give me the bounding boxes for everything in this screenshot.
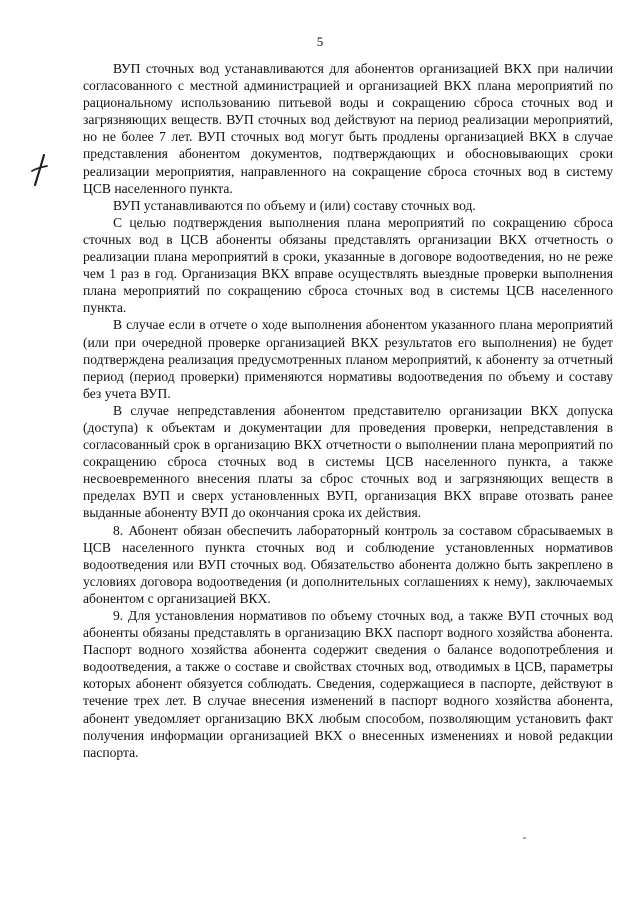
paragraph-reporting: С целью подтверждения выполнения плана мероприятий по сокращению сброса сточных вод в ЦСВ абоненты обязаны представлять организации ВКХ отчетность о реализации плана мероприятий в сроки, указанные в договоре водоотведения, но не реже чем 1 раз в год. Организация ВКХ вправе осуществлять выездные проверки выполнения плана мероприятий по сокращению сброса сточных вод в системы ЦСВ населенного пункта. bbox=[83, 214, 613, 316]
paragraph-vup-scope: ВУП устанавливаются по объему и (или) составу сточных вод. bbox=[113, 197, 476, 213]
paragraph-item-8: 8. Абонент обязан обеспечить лабораторный контроль за составом сбрасываемых в ЦСВ населенного пункта сточных вод и соблюдение установленных нормативов водоотведения или ВУП сточных вод. Обязательство абонента должно быть закреплено в условиях договора водоотведения (и дополнительных соглашениях к нему), заключаемых абонентом с организацией ВКХ. bbox=[83, 522, 613, 606]
paragraph-item-9: 9. Для установления нормативов по объему сточных вод, а также ВУП сточных вод абоненты обязаны представлять в организацию ВКХ паспорт водного хозяйства абонента. Паспорт водного хозяйства абонента содержит сведения о балансе водопотребления и водоотведения, а также о составе и свойствах сточных вод, отводимых в ЦСВ, параметры которых абонент обязуется соблюдать. Сведения, содержащиеся в паспорте, действуют в течение трех лет. В случае внесения изменений в паспорт водного хозяйства абонента, абонент уведомляет организацию ВКХ любым способом, позволяющим установить факт получения информации организацией ВКХ о внесенных изменениях и новой редакции паспорта. bbox=[83, 608, 613, 760]
handwritten-mark-icon bbox=[30, 152, 50, 192]
paragraph-vup-conditions: ВУП сточных вод устанавливаются для абонентов организацией ВКХ при наличии согласованного с местной администрацией и организацией ВКХ плана мероприятий по рациональному использованию питьевой воды и сокращению сброса сточных вод и загрязняющих веществ. ВУП сточных вод действуют на период реализации мероприятий, но не более 7 лет. ВУП сточных вод могут быть продлены организацией ВКХ в случае представления абонентом документов, подтверждающих и обосновывающих сроки реализации мероприятия, направленного на сокращение сброса сточных вод в систему ЦСВ населенного пункта. bbox=[83, 61, 613, 196]
page-number: 5 bbox=[316, 34, 324, 49]
paragraph-non-confirmation: В случае если в отчете о ходе выполнения абонентом указанного плана мероприятий (или при очередной проверке организацией ВКХ результатов его выполнения) не будет подтверждена реализация предусмотренных планом мероприятий, к абоненту за отчетный период (период проверки) применяются нормативы водоотведения по объему и составу без учета ВУП. bbox=[83, 317, 613, 401]
paragraph-revocation: В случае непредставления абонентом представителю организации ВКХ допуска (доступа) к объектам и документации для проведения проверки, непредставления в согласованный срок в организацию ВКХ отчетности о выполнении плана мероприятий по сокращению сброса сточных вод в системы ЦСВ населенного пункта, а также несвоевременного внесения платы за сброс сточных вод и загрязняющих веществ в пределах ВУП и сверх установленных ВУП, организация ВКХ вправе отозвать ранее выданные абоненту ВУП до окончания срока их действия. bbox=[83, 402, 613, 521]
document-body bbox=[83, 60, 613, 761]
scan-artifact bbox=[523, 837, 526, 839]
